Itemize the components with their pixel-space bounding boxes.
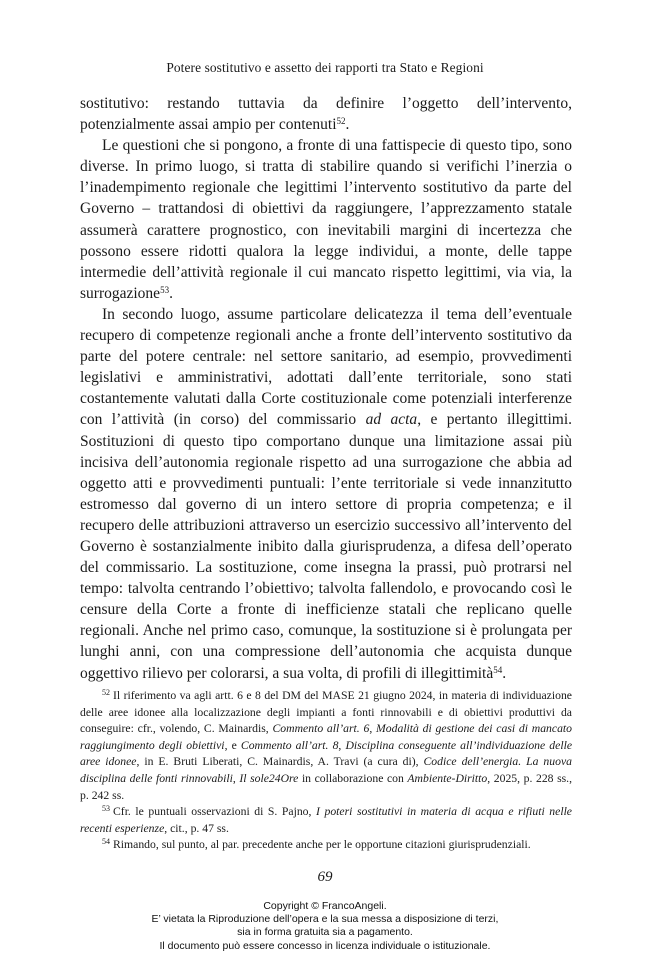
footnote-italic: Il sole24Ore (239, 771, 299, 785)
paragraph-1-end: . (345, 116, 350, 134)
paragraph-3-italic: ad acta (365, 411, 418, 429)
footnote-italic: I poteri sostitutivi in materia di acqua e rifiuti nelle recenti esperienze (80, 805, 572, 835)
footnote-italic: Ambiente-Diritto (407, 771, 488, 785)
paragraph-2-end: . (169, 284, 173, 302)
footnote-text: , (338, 738, 342, 752)
paragraph-1 (80, 93, 572, 135)
body-text (80, 93, 572, 684)
footnote-italic: Disciplina conseguente all’individuazione delle aree idonee (80, 738, 573, 769)
footnote-54 (80, 837, 572, 854)
page-number: 69 (317, 869, 333, 885)
footnote-text: Rimando, sul punto, al par. precedente anche per le opportune citazioni giurisprudenziali. (113, 838, 531, 852)
footnote-text: in collaborazione con (301, 771, 404, 785)
footnote-italic: Modalità di gestione dei casi di mancato raggiungimento degli obiettivi (80, 722, 573, 752)
copyright-line-1: Copyright © FrancoAngeli. (263, 900, 387, 912)
footnote-ref-54[interactable]: 54 (493, 664, 503, 675)
footnote-53 (80, 804, 572, 837)
paragraph-3-text-b: , e pertanto illegittimi. Sostituzioni di questo tipo comportano dunque una limitazione assai più incisiva dell’autonomia regionale rispetto ad una surrogazione che abbia ad oggetto atti e provvedimenti puntuali: l’ente territoriale si vede innanzitutto estromesso dal governo di un intero settore di propria competenza; e il recupero delle attribuzioni attraverso un esercizio successivo all’intervento del Governo è sostanzialmente inibito dalla giurisprudenza, a difesa dell’operato del commissario. La sostituzione, come insegna la prassi, può protrarsi nel tempo: talvolta centrando l’obiettivo; talvolta fallendolo, e provocando così le censure della Corte a fronte di inefficienze statali che replicano quelle regionali. Anche nel primo caso, comunque, la sostituzione si è prolungata per lunghi anni, con una compressione dell’autonomia che acquista dunque oggettivo rilievo per colorarsi, a sua volta, di profili di illegittimità (80, 411, 573, 682)
paragraph-3 (80, 304, 572, 684)
footnote-number: 53 (102, 804, 110, 814)
footnote-52 (80, 688, 572, 804)
footnote-italic: Commento all’art. 6 (272, 722, 370, 736)
copyright-notice (0, 900, 650, 953)
footnote-text: Il riferimento va agli artt. 6 e 8 del DM del MASE 21 giugno 2024, in materia di individuazione delle aree idonee alla localizzazione degli impianti a fonti rinnovabili e di obiettivi produttivi da conseguire: cfr., volendo, C. Mainardis, (80, 689, 572, 736)
paragraph-2-text: Le questioni che si pongono, a fronte di una fattispecie di questo tipo, sono diverse. In primo luogo, si tratta di stabilire quando si verifichi l’inerzia o l’inadempimento regionale che legittimi l’intervento sostitutivo da parte del Governo – trattandosi di obiettivi da raggiungere, l’apprezzamento statale assumerà carattere prognostico, con inevitabili margini di incertezza che possono essere ridotti qualora la legge individui, a monte, delle tappe intermedie dell’attività regionale il cui mancato rispetto legittimi, via via, la surrogazione (80, 137, 572, 302)
footnote-ref-53[interactable]: 53 (160, 284, 170, 295)
running-head: Potere sostitutivo e assetto dei rapporti tra Stato e Regioni (166, 60, 484, 75)
footnotes (80, 688, 572, 854)
footnote-text: , (369, 722, 373, 736)
footnote-text: , e (224, 738, 237, 752)
footnote-number: 54 (102, 837, 110, 847)
paragraph-3-end: . (502, 664, 507, 682)
footnote-number: 52 (102, 688, 110, 697)
footnote-text: , cit., p. 47 ss. (164, 821, 229, 835)
paragraph-1-text: sostitutivo: restando tuttavia da definire l’oggetto dell’intervento, potenzialmente assai ampio per contenuti (80, 95, 572, 134)
footnote-italic: Codice dell’energia. La nuova disciplina delle fonti rinnovabili (80, 755, 572, 785)
copyright-line-4: Il documento può essere concesso in licenza individuale o istituzionale. (159, 939, 491, 952)
footnote-italic: Commento all’art. 8 (240, 738, 339, 752)
footnote-text: , 2025, p. 228 ss., p. 242 ss. (80, 771, 573, 802)
footnote-text: , (232, 771, 236, 785)
copyright-line-3: sia in forma gratuita sia a pagamento. (237, 926, 413, 939)
paragraph-3-text-a: In secondo luogo, assume particolare delicatezza il tema dell’eventuale recupero di competenze regionali anche a fronte dell’intervento sostitutivo da parte del potere centrale: nel settore sanitario, ad esempio, provvedimenti legislativi e amministrativi, adottati dall’ente territoriale, sono stati costantemente valutati dalla Corte costituzionale come potenziali interferenze con l’attività (in corso) del commissario (80, 305, 572, 429)
footnote-text: , in E. Bruti Liberati, C. Mainardis, A. Travi (a cura di), (136, 755, 419, 769)
paragraph-2 (80, 135, 572, 304)
footnote-text: Cfr. le puntuali osservazioni di S. Pajno, (113, 805, 312, 819)
copyright-line-2: E’ vietata la Riproduzione dell’opera e la sua messa a disposizione di terzi, (151, 913, 499, 926)
footnote-ref-52[interactable]: 52 (336, 116, 346, 127)
